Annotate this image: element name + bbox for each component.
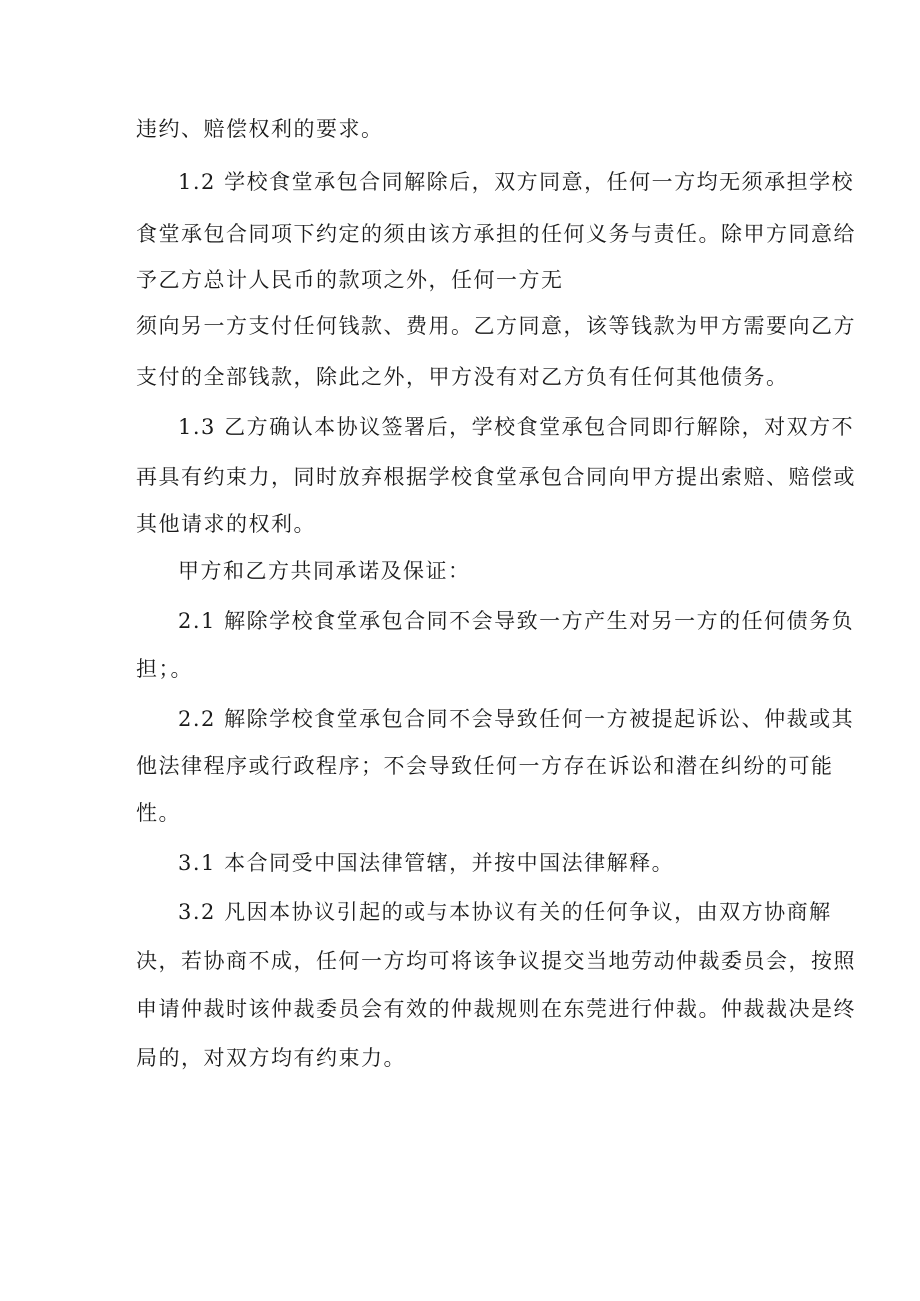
text-line: 2.1 解除学校食堂承包合同不会导致一方产生对另一方的任何债务负 [178, 609, 855, 633]
text-line: 其他请求的权利。 [136, 512, 316, 536]
text-line: 3.1 本合同受中国法律管辖，并按中国法律解释。 [178, 851, 675, 875]
text-line: 他法律程序或行政程序；不会导致任何一方存在诉讼和潜在纠纷的可能 [136, 754, 834, 778]
text-line: 甲方和乙方共同承诺及保证： [178, 559, 471, 583]
text-line: 2.2 解除学校食堂承包合同不会导致任何一方被提起诉讼、仲裁或其 [178, 707, 855, 731]
text-line: 1.2 学校食堂承包合同解除后，双方同意，任何一方均无须承担学校 [178, 170, 855, 194]
text-line: 违约、赔偿权利的要求。 [136, 117, 384, 141]
text-line: 1.3 乙方确认本协议签署后，学校食堂承包合同即行解除，对双方不 [178, 415, 855, 439]
text-line: 再具有约束力，同时放弃根据学校食堂承包合同向甲方提出索赔、赔偿或 [136, 465, 856, 489]
text-line: 担；。 [136, 657, 193, 681]
text-line: 性。 [136, 801, 181, 825]
text-line: 予乙方总计人民币的款项之外，任何一方无 [136, 268, 564, 292]
text-line: 须向另一方支付任何钱款、费用。乙方同意，该等钱款为甲方需要向乙方 [136, 314, 856, 338]
text-line: 局的，对双方均有约束力。 [136, 1046, 406, 1070]
text-line: 食堂承包合同项下约定的须由该方承担的任何义务与责任。除甲方同意给 [136, 222, 856, 246]
text-line: 3.2 凡因本协议引起的或与本协议有关的任何争议，由双方协商解 [178, 900, 832, 924]
text-line: 申请仲裁时该仲裁委员会有效的仲裁规则在东莞进行仲裁。仲裁裁决是终 [136, 997, 856, 1021]
text-line: 支付的全部钱款，除此之外，甲方没有对乙方负有任何其他债务。 [136, 365, 789, 389]
text-line: 决，若协商不成，任何一方均可将该争议提交当地劳动仲裁委员会，按照 [136, 949, 856, 973]
